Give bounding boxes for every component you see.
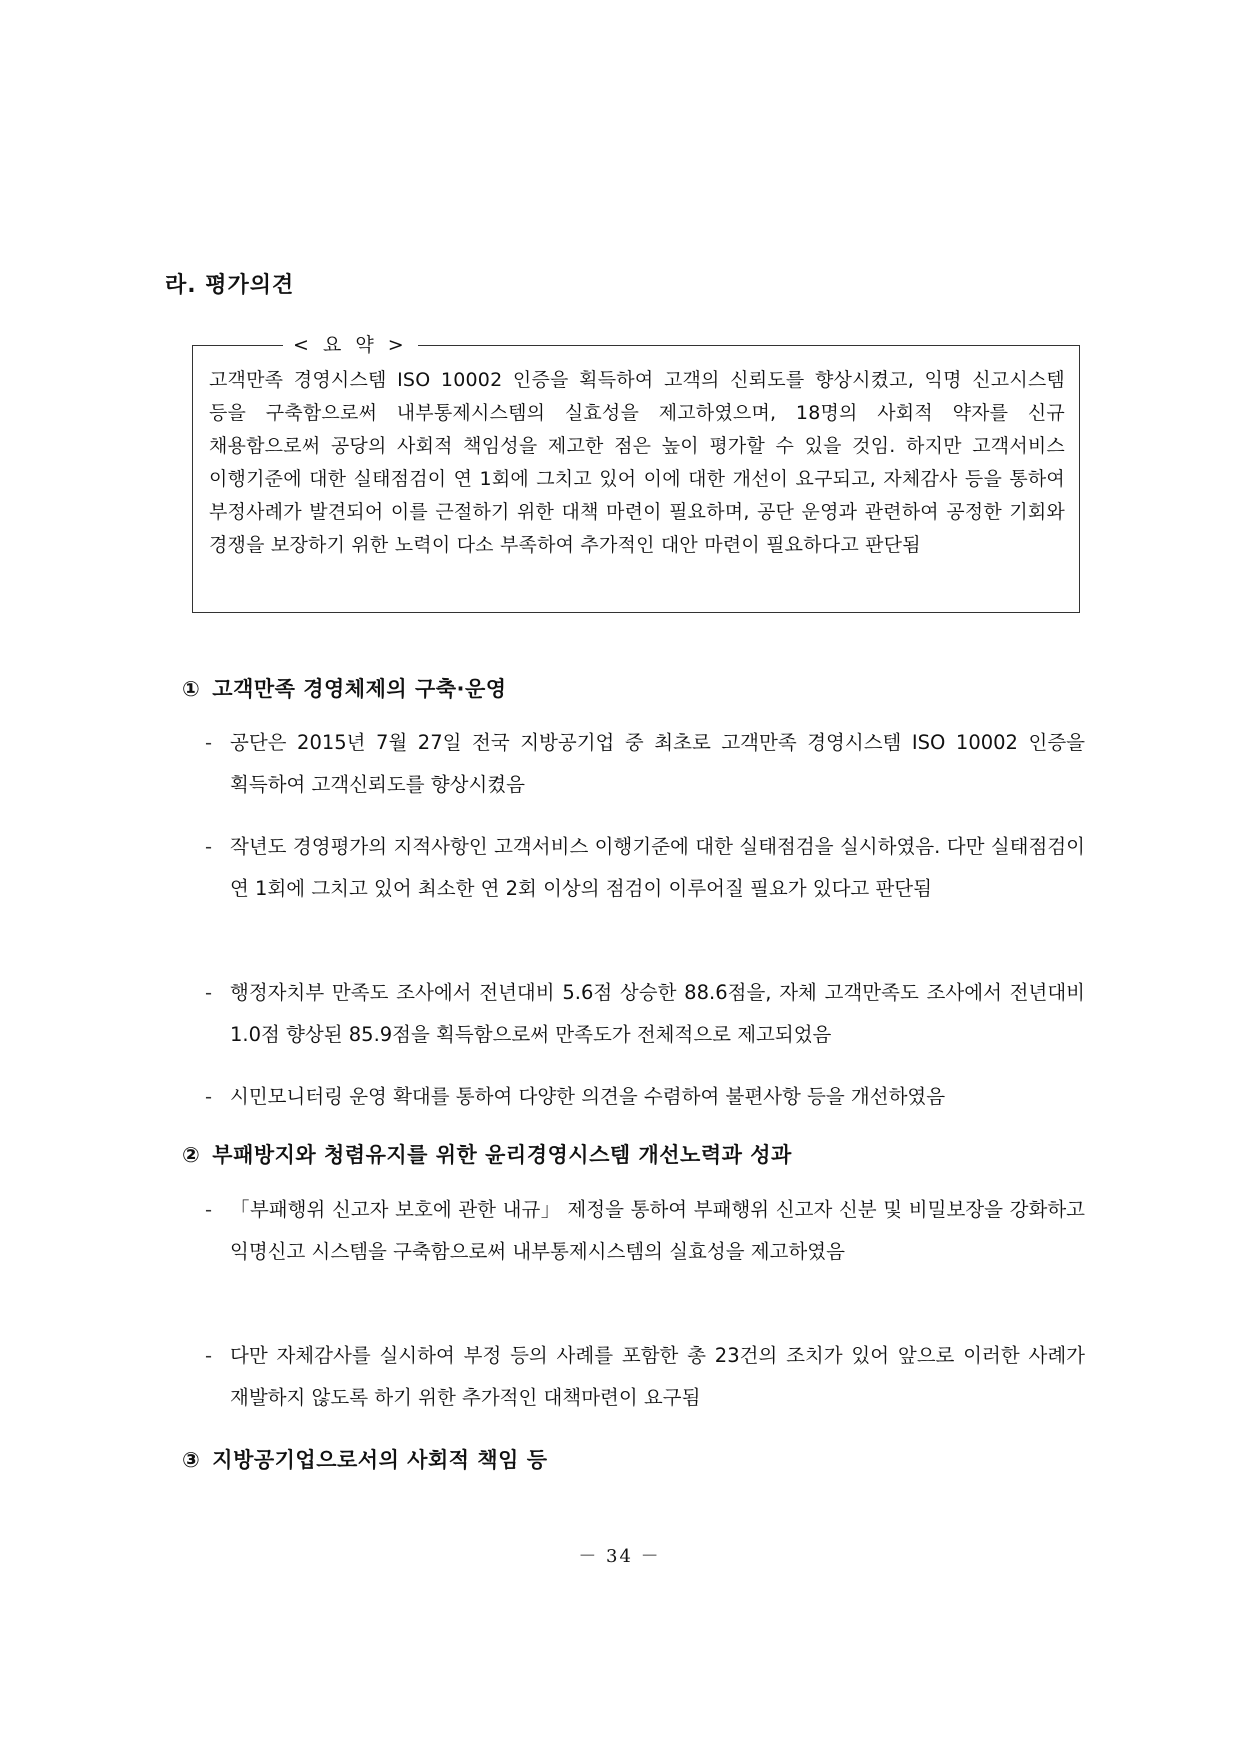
subsection-heading-2 (182, 1139, 792, 1169)
subsection-number: ② (182, 1143, 201, 1167)
list-item (205, 1335, 1085, 1419)
summary-box (192, 334, 1080, 613)
subsection-heading-1 (182, 673, 507, 703)
page-number: － 34 － (578, 1546, 661, 1567)
list-item (205, 722, 1085, 806)
bullet-marker: - (205, 835, 213, 858)
subsection-number: ③ (182, 1448, 201, 1472)
list-item (205, 1189, 1085, 1273)
list-item-text: 「부패행위 신고자 보호에 관한 내규」 제정을 통하여 부패행위 신고자 신분 및 비밀보장을 강화하고 익명신고 시스템을 구축함으로써 내부통제시스템의 실효성을 제고하였음 (230, 1198, 1085, 1263)
list-item-text: 시민모니터링 운영 확대를 통하여 다양한 의견을 수렴하여 불편사항 등을 개선하였음 (230, 1085, 946, 1108)
summary-text: 고객만족 경영시스템 ISO 10002 인증을 획득하여 고객의 신뢰도를 향상시켰고, 익명 신고시스템 등을 구축함으로써 내부통제시스템의 실효성을 제고하였으며, 18명의 사회적 약자를 신규 채용함으로써 공당의 사회적 책임성을 제고한 점은 높이 평가할 수 있을 것임. 하지만 고객서비스 이행기준에 대한 실태점검이 연 1회에 그치고 있어 이에 대한 개선이 요구되고, 자체감사 등을 통하여 부정사례가 발견되어 이를 근절하기 위한 대책 마련이 필요하며, 공단 운영과 관련하여 공정한 기회와 경쟁을 보장하기 위한 노력이 다소 부족하여 추가적인 대안 마련이 필요하다고 판단됨 (209, 369, 1065, 556)
summary-title: < 요 약 > (283, 331, 418, 359)
subsection-title: 부패방지와 청렴유지를 위한 윤리경영시스템 개선노력과 성과 (212, 1143, 792, 1167)
bullet-marker: - (205, 1085, 213, 1108)
list-item-text: 작년도 경영평가의 지적사항인 고객서비스 이행기준에 대한 실태점검을 실시하였음. 다만 실태점검이 연 1회에 그치고 있어 최소한 연 2회 이상의 점검이 이루어질 필요가 있다고 판단됨 (230, 835, 1085, 900)
section-heading: 라. 평가의견 (165, 273, 295, 298)
bullet-marker: - (205, 1344, 213, 1367)
subsection-title: 고객만족 경영체제의 구축·운영 (212, 677, 507, 701)
subsection-number: ① (182, 677, 201, 701)
bullet-marker: - (205, 1198, 213, 1221)
list-item (205, 826, 1085, 910)
list-item-text: 행정자치부 만족도 조사에서 전년대비 5.6점 상승한 88.6점을, 자체 고객만족도 조사에서 전년대비 1.0점 향상된 85.9점을 획득함으로써 만족도가 전체적으로 제고되었음 (230, 981, 1085, 1046)
subsection-heading-3 (182, 1444, 548, 1474)
bullet-marker: - (205, 731, 213, 754)
subsection-title: 지방공기업으로서의 사회적 책임 등 (212, 1448, 548, 1472)
list-item (205, 1076, 1085, 1118)
bullet-marker: - (205, 981, 213, 1004)
list-item (205, 972, 1085, 1056)
list-item-text: 공단은 2015년 7월 27일 전국 지방공기업 중 최초로 고객만족 경영시스템 ISO 10002 인증을 획득하여 고객신뢰도를 향상시켰음 (230, 731, 1085, 796)
list-item-text: 다만 자체감사를 실시하여 부정 등의 사례를 포함한 총 23건의 조치가 있어 앞으로 이러한 사례가 재발하지 않도록 하기 위한 추가적인 대책마련이 요구됨 (230, 1344, 1085, 1409)
